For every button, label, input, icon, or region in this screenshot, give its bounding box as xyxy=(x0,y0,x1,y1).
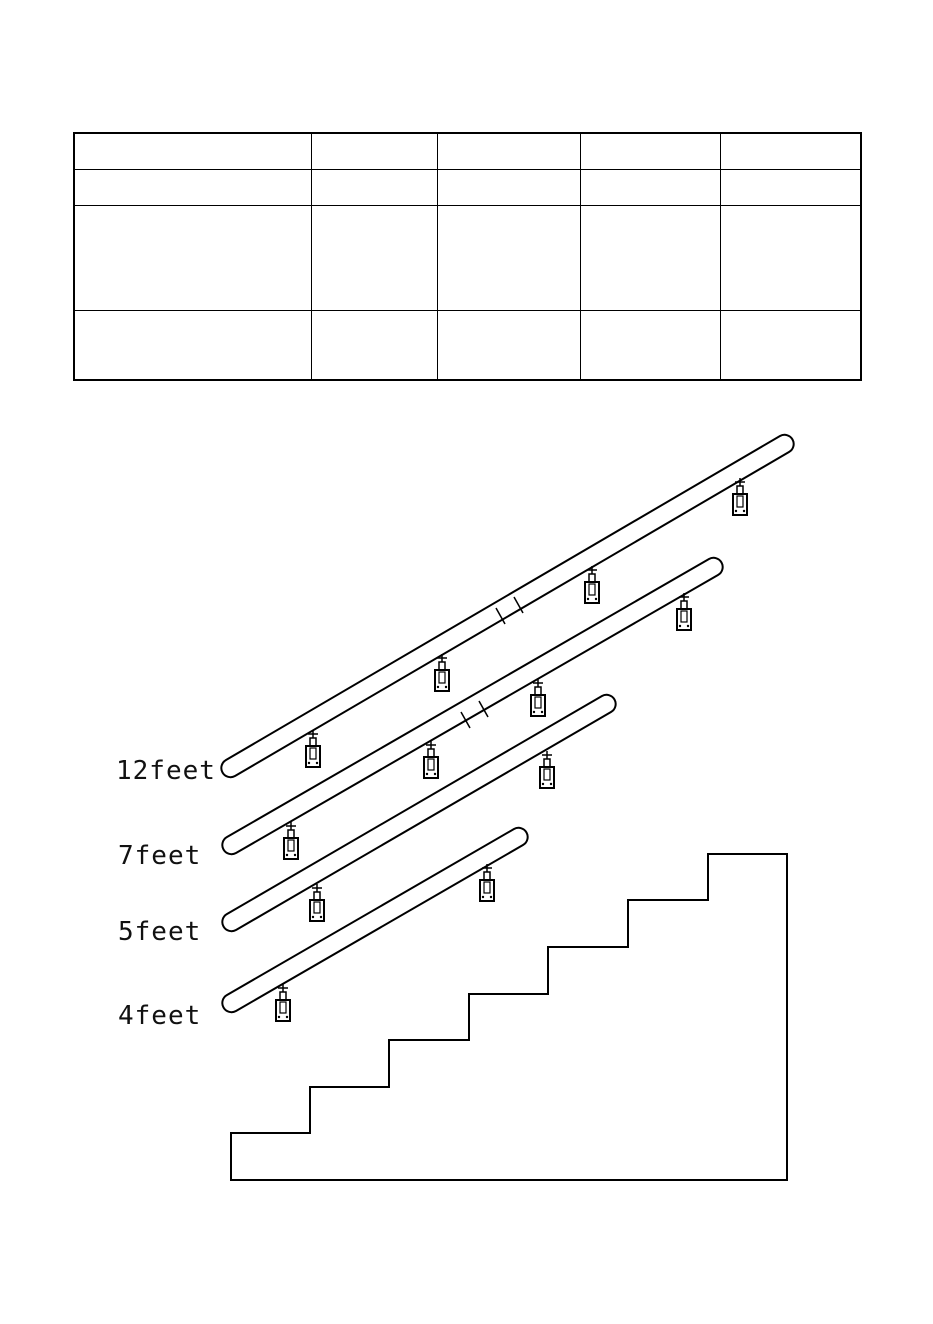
rail-4-label: 4feet xyxy=(118,1001,202,1031)
rail-4-feet xyxy=(222,828,527,1021)
rail-7-feet xyxy=(222,558,722,859)
wall-bracket xyxy=(585,566,599,603)
wall-bracket xyxy=(424,741,438,778)
wall-bracket xyxy=(531,679,545,716)
wall-bracket xyxy=(435,654,449,691)
rail-12-label: 12feet xyxy=(116,756,216,786)
wall-bracket xyxy=(306,730,320,767)
wall-bracket xyxy=(540,751,554,788)
rail-12-feet xyxy=(221,435,793,777)
rail-5-label: 5feet xyxy=(118,917,202,947)
wall-bracket xyxy=(284,822,298,859)
wall-bracket xyxy=(276,984,290,1021)
rail-7-label: 7feet xyxy=(118,841,202,871)
wall-bracket xyxy=(310,884,324,921)
